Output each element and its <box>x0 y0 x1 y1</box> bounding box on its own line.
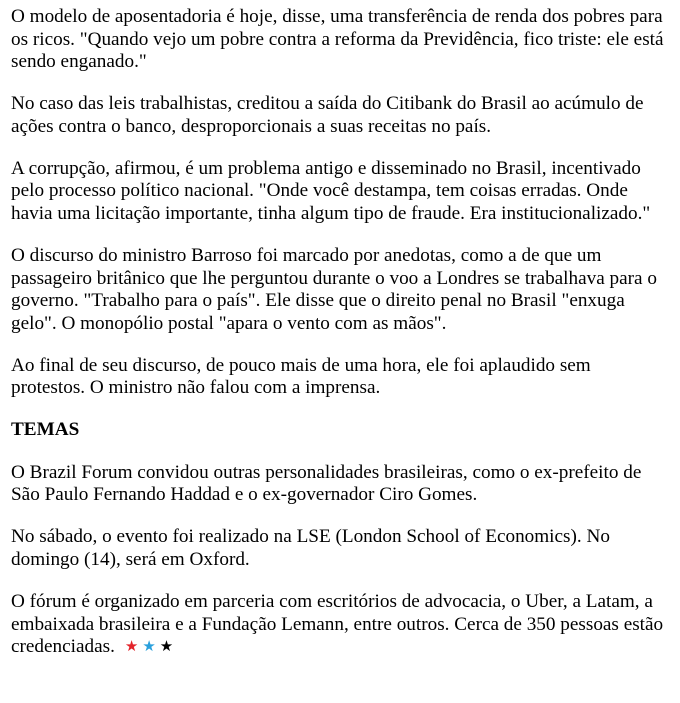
paragraph-venues: No sábado, o evento foi realizado na LSE (London School of Economics). No domingo (14), será em Oxford. <box>11 526 610 571</box>
section-heading-temas: TEMAS <box>11 419 80 441</box>
blue-star-icon: ★ <box>142 637 160 656</box>
paragraph-pension: O modelo de aposentadoria é hoje, disse, uma transferência de renda dos pobres para os ricos. "Quando vejo um pobre contra a reforma da Previdência, fico triste: ele está sendo enganado." <box>11 6 664 73</box>
end-of-article-mark <box>125 639 177 654</box>
red-star-icon: ★ <box>124 637 143 656</box>
paragraph-anecdotes: O discurso do ministro Barroso foi marcado por anedotas, como a de que um passageiro britânico que lhe perguntou durante o voo a Londres se trabalhava para o governo. "Trabalho para o país". Ele disse que o direito penal no Brasil "enxuga gelo". O monopólio postal "apara o vento com as mãos". <box>11 244 657 334</box>
paragraph-labor-laws: No caso das leis trabalhistas, creditou a saída do Citibank do Brasil ao acúmulo de ações contra o banco, desproporcionais a suas receitas no país. <box>11 93 644 137</box>
black-star-icon: ★ <box>159 637 178 656</box>
paragraph-corruption: A corrupção, afirmou, é um problema antigo e disseminado no Brasil, incentivado pelo processo político nacional. "Onde você destampa, tem coisas erradas. Onde havia uma licitação importante, tinha algum tipo de fraude. Era institucionalizado." <box>11 157 651 224</box>
paragraph-organizers-text: O fórum é organizado em parceria com escritórios de advocacia, o Uber, a Latam, a embaixada brasileira e a Fundação Lemann, entre outros. Cerca de 350 pessoas estão credenciadas. <box>11 591 664 658</box>
article-body <box>11 6 666 678</box>
paragraph-applause: Ao final de seu discurso, de pouco mais de uma hora, ele foi aplaudido sem protestos. O ministro não falou com a imprensa. <box>11 354 591 399</box>
paragraph-organizers <box>11 591 666 659</box>
paragraph-guests: O Brazil Forum convidou outras personalidades brasileiras, como o ex-prefeito de São Paulo Fernando Haddad e o ex-governador Ciro Gomes. <box>11 461 642 506</box>
